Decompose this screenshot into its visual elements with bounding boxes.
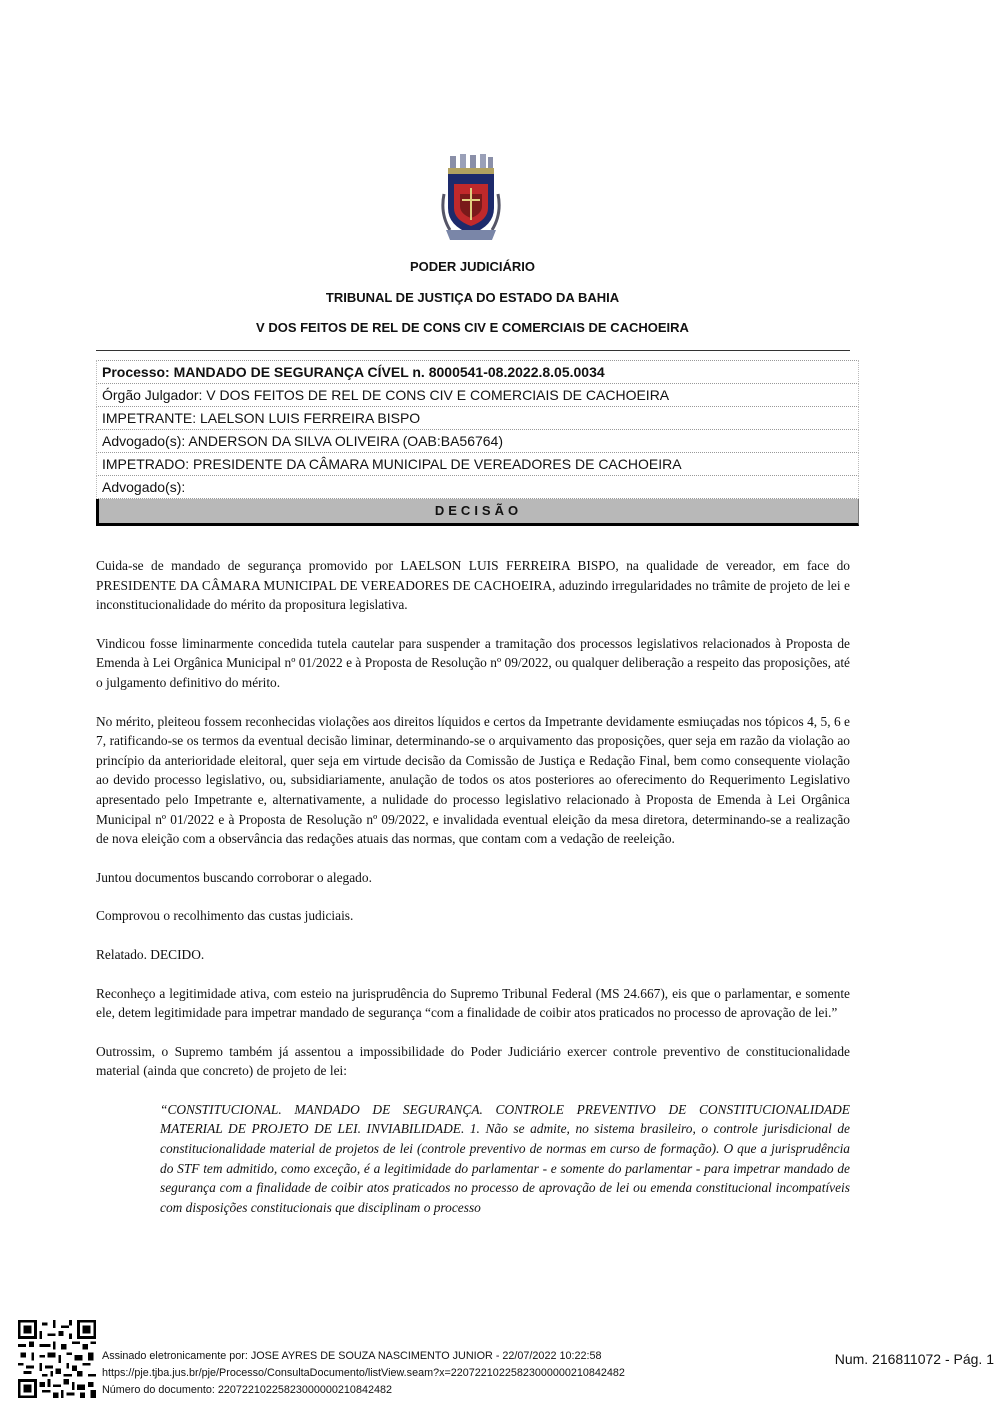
paragraph-4: Juntou documentos buscando corroborar o alegado.	[96, 869, 372, 885]
advogado-impetrado-row: Advogado(s):	[96, 476, 859, 499]
processo-row	[96, 360, 859, 384]
paragraph-5: Comprovou o recolhimento das custas judiciais.	[96, 908, 354, 924]
jurisprudence-quote: “CONSTITUCIONAL. MANDADO DE SEGURANÇA. CONTROLE PREVENTIVO DE CONSTITUCIONALIDADE MATERIAL DE PROJETO DE LEI. INVIABILIDADE. 1. Não se admite, no sistema brasileiro, o controle jurisdicional de constitucionalidade material de projetos de lei (controle preventivo de normas em curso de formação). O que a jurisprudência do STF tem admitido, como exceção, é a legitimidade do parlamentar - e somente do parlamentar - para impetrar mandado de segurança com a finalidade de coibir atos praticados no processo de aprovação de lei ou emenda constitucional incompatíveis com disposições constitucionais que disciplinam o processo	[160, 1101, 850, 1215]
impetrante-row: IMPETRANTE: LAELSON LUIS FERREIRA BISPO	[96, 407, 859, 430]
case-info-table	[96, 360, 859, 526]
paragraph-6: Relatado. DECIDO.	[96, 946, 205, 962]
paragraph-2: Vindicou fosse liminarmente concedida tutela cautelar para suspender a tramitação dos processos legislativos relacionados à Proposta de Emenda à Lei Orgânica Municipal nº 01/2022 e à Proposta de Resolução nº 09/2022, ou qualquer deliberação a respeito das proposições, até o julgamento definitivo do mérito.	[96, 635, 850, 690]
signed-by-text: Assinado eletronicamente por: JOSE AYRES DE SOUZA NASCIMENTO JUNIOR - 22/07/2022 10:22:58	[102, 1350, 602, 1362]
paragraph-8: Outrossim, o Supremo também já assentou a impossibilidade do Poder Judiciário exercer controle preventivo de constitucionalidade material (ainda que concreto) de projeto de lei:	[96, 1043, 850, 1079]
header-vara: V DOS FEITOS DE REL DE CONS CIV E COMERCIAIS DE CACHOEIRA	[256, 320, 689, 335]
processo-text: Processo: MANDADO DE SEGURANÇA CÍVEL n. 8000541-08.2022.8.05.0034	[102, 364, 605, 380]
header-poder-judiciario: PODER JUDICIÁRIO	[410, 259, 535, 274]
signature-footer	[0, 1318, 1000, 1398]
document-number-text: Número do documento: 22072210225823000000210842482	[102, 1384, 392, 1396]
decisao-title-bar: DECISÃO	[96, 499, 859, 526]
orgao-row: Órgão Julgador: V DOS FEITOS DE REL DE CONS CIV E COMERCIAIS DE CACHOEIRA	[96, 384, 859, 407]
qr-code-icon[interactable]	[18, 1320, 96, 1398]
paragraph-7: Reconheço a legitimidade ativa, com esteio na jurisprudência do Supremo Tribunal Federal (MS 24.667), eis que o parlamentar, e somente ele, detem legitimidade para impetrar mandado de segurança “com a finalidade de coibir atos praticados no processo de aprovação de lei.”	[96, 985, 850, 1021]
advogado-row: Advogado(s): ANDERSON DA SILVA OLIVEIRA (OAB:BA56764)	[96, 430, 859, 453]
header-tribunal: TRIBUNAL DE JUSTIÇA DO ESTADO DA BAHIA	[325, 290, 620, 305]
page-number: Num. 216811072 - Pág. 1	[834, 1351, 994, 1367]
document-url-link[interactable]: https://pje.tjba.jus.br/pje/Processo/ConsultaDocumento/listView.seam?x=22072210225823000000210842482	[102, 1367, 625, 1379]
bahia-coat-of-arms-logo	[440, 154, 502, 244]
impetrado-row: IMPETRADO: PRESIDENTE DA CÂMARA MUNICIPAL DE VEREADORES DE CACHOEIRA	[96, 453, 859, 476]
header-divider	[96, 350, 850, 351]
paragraph-3: No mérito, pleiteou fossem reconhecidas violações aos direitos líquidos e certos da Impetrante devidamente esmiuçadas nos tópicos 4, 5, 6 e 7, ratificando-se os termos da eventual decisão liminar, determinando-se o arquivamento das proposições, quer seja em razão da violação ao princípio da anterioridade eleitoral, quer seja em virtude decisão da Comissão de Justiça e Redação Final, bem como consequente violação ao devido processo legislativo, ou, subsidiariamente, anulação de todos os atos posteriores ao oferecimento do Requerimento Legislativo apresentado pelo Impetrante e, alternativamente, a nulidade do processo legislativo relacionado à Proposta de Emenda à Lei Orgânica Municipal nº 01/2022 e à Proposta de Resolução nº 09/2022, e invalidada eventual eleição da mesa diretora, determinando-se a realização de nova eleição com a observância das redações atuais das normas, que contam com a vedação de reeleição.	[96, 713, 850, 847]
document-body	[96, 556, 850, 1236]
signature-info	[102, 1348, 625, 1399]
paragraph-1: Cuida-se de mandado de segurança promovido por LAELSON LUIS FERREIRA BISPO, na qualidade de vereador, em face do PRESIDENTE DA CÂMARA MUNICIPAL DE VEREADORES DE CACHOEIRA, aduzindo irregularidades no trâmite de projeto de lei e inconstitucionalidade do mérito da propositura legislativa.	[96, 558, 850, 613]
